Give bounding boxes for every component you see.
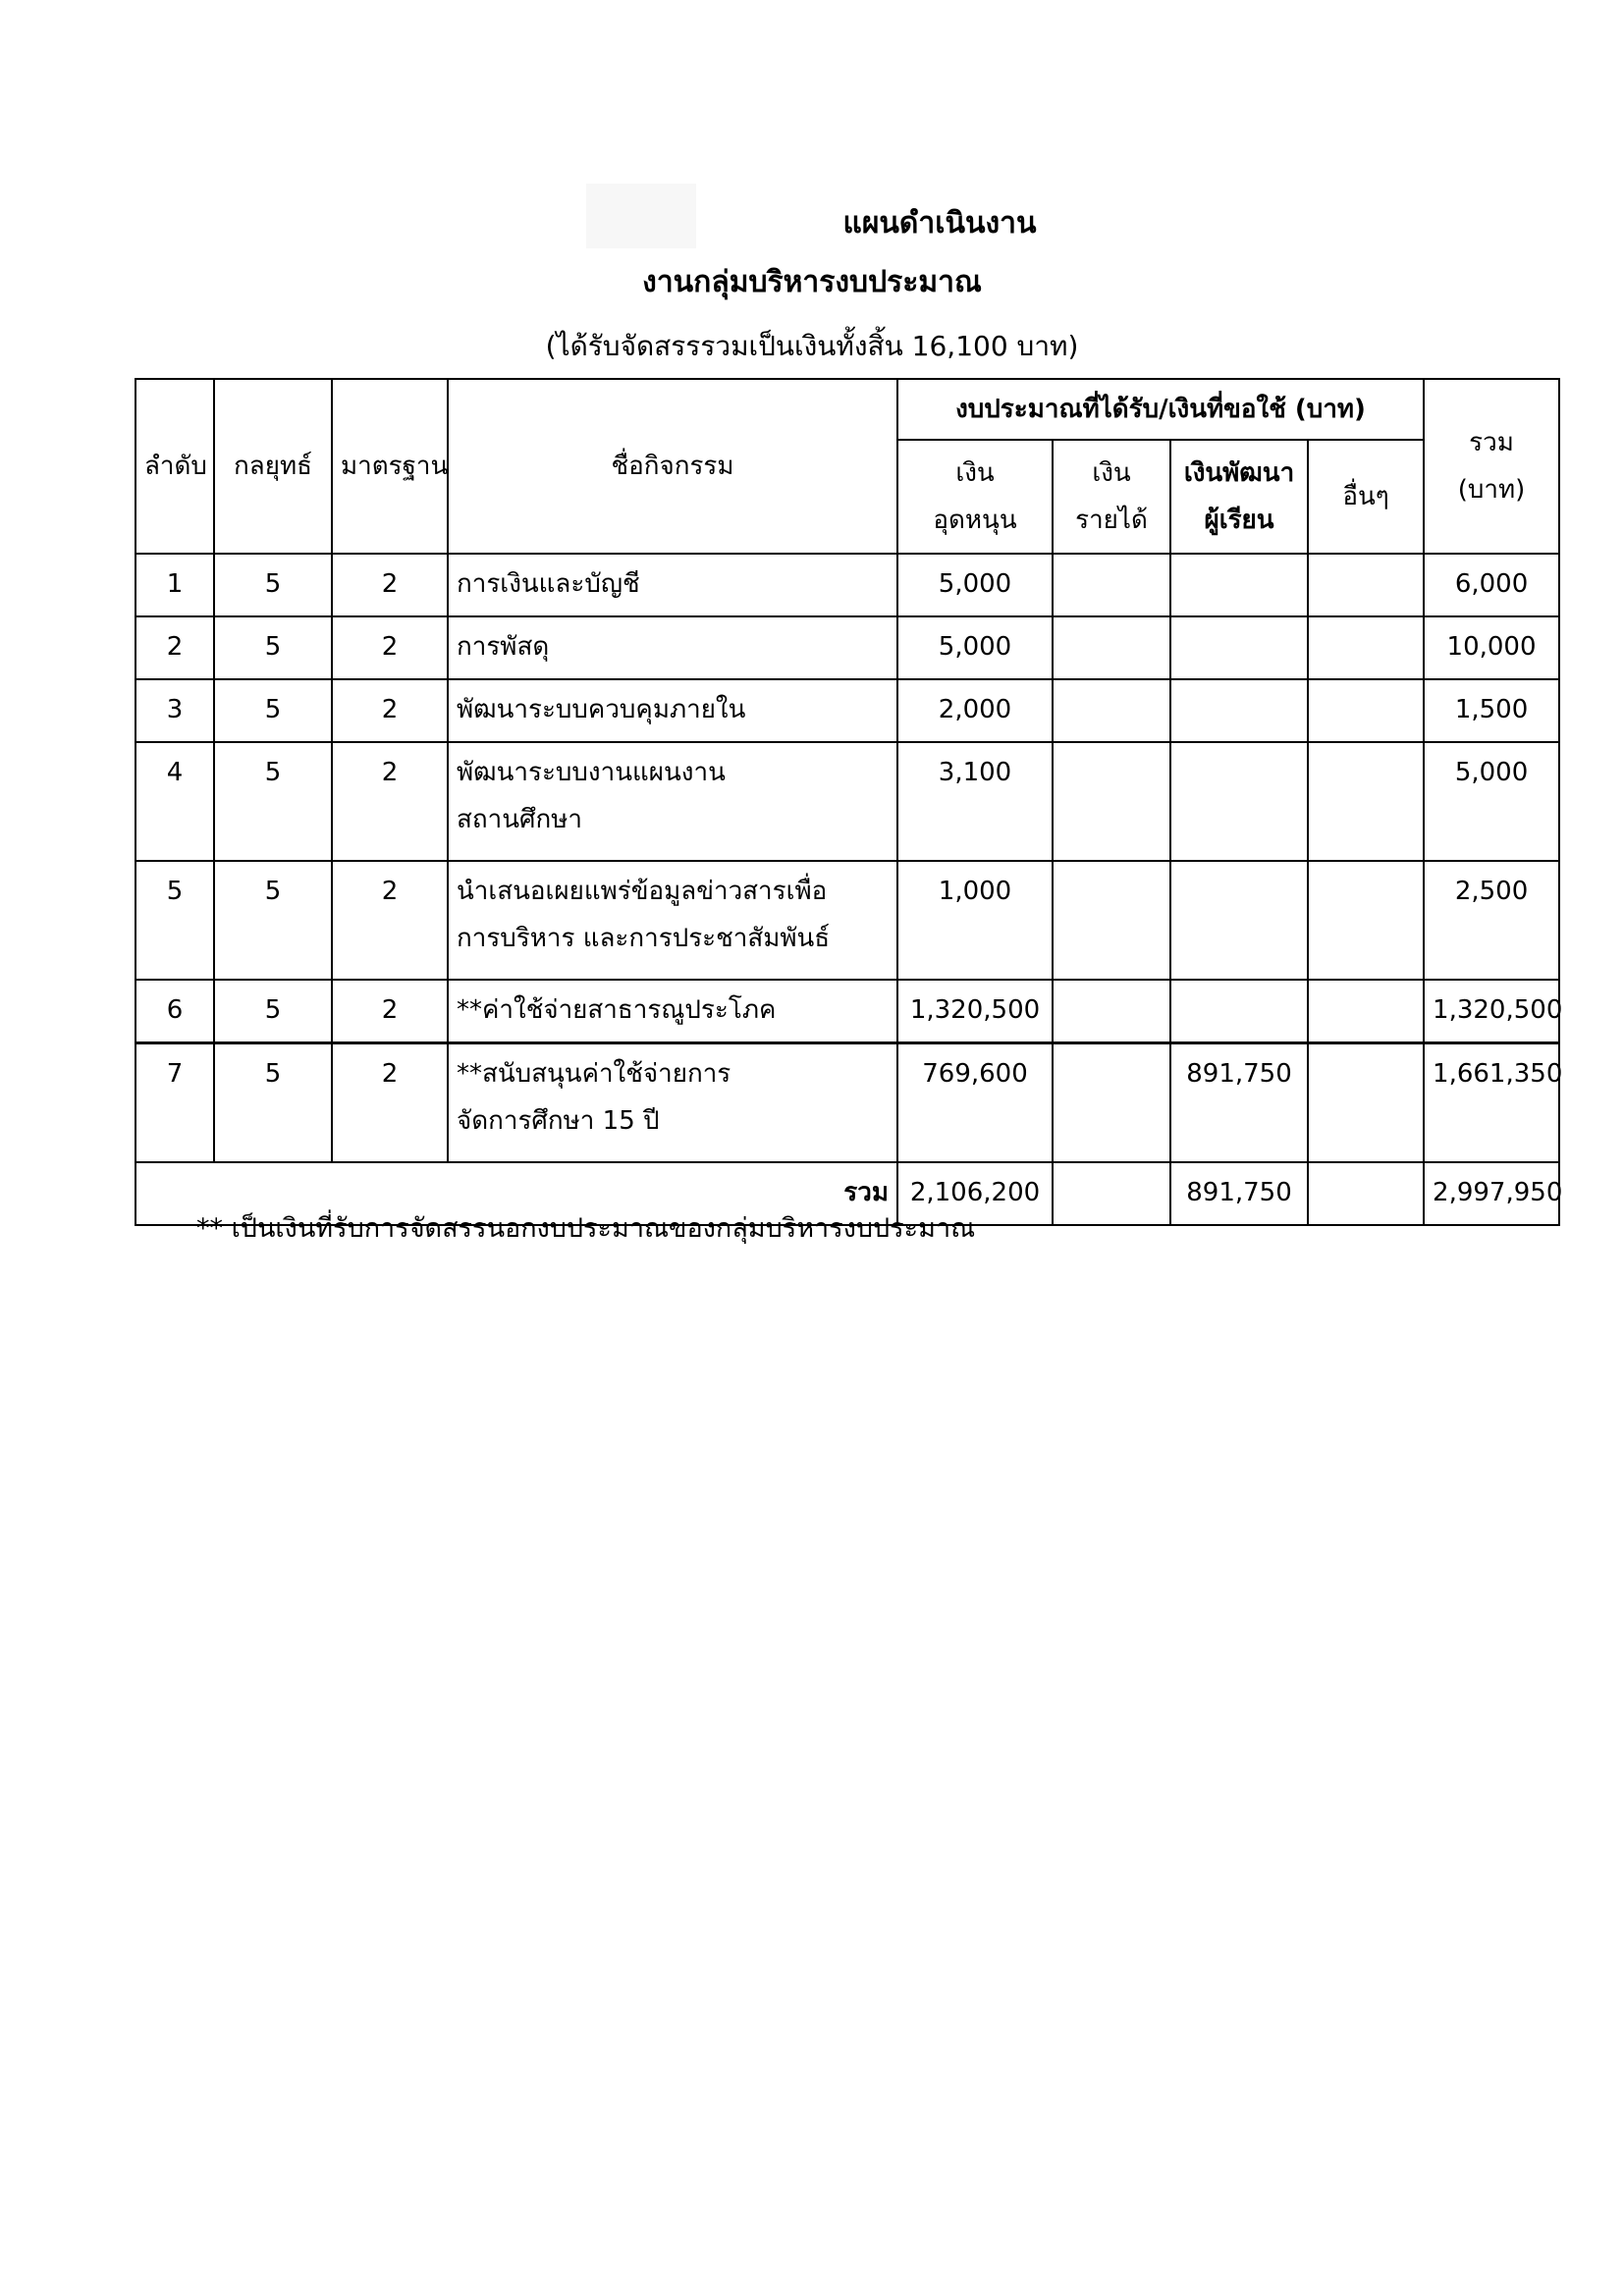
activity-line1: การเงินและบัญชี	[457, 569, 640, 599]
cell-standard: 2	[332, 861, 448, 980]
document-subtitle: งานกลุ่มบริหารงบประมาณ	[642, 265, 982, 299]
cell-dev: 891,750	[1170, 1043, 1308, 1163]
header-other: อื่นๆ	[1308, 440, 1424, 554]
header-subsidy-line2: อุดหนุน	[933, 506, 1017, 535]
allocation-note: (ได้รับจัดสรรรวมเป็นเงินทั้งสิ้น 16,100 บาท)	[545, 330, 1079, 362]
cell-activity	[448, 742, 897, 861]
cell-dev	[1170, 742, 1308, 861]
cell-strategy: 5	[214, 742, 332, 861]
cell-subsidy: 769,600	[897, 1043, 1053, 1163]
total-label: รวม	[135, 1162, 897, 1225]
cell-total: 6,000	[1424, 554, 1559, 616]
header-income-line1: เงิน	[1092, 458, 1131, 488]
header-standard: มาตรฐาน	[332, 379, 448, 554]
total-income	[1053, 1162, 1170, 1225]
cell-strategy: 5	[214, 980, 332, 1043]
cell-no: 2	[135, 616, 214, 679]
header-dev-line2: ผู้เรียน	[1204, 506, 1274, 535]
cell-subsidy: 2,000	[897, 679, 1053, 742]
header-row-1	[135, 379, 1559, 440]
cell-no: 6	[135, 980, 214, 1043]
cell-strategy: 5	[214, 1043, 332, 1163]
activity-line1: **ค่าใช้จ่ายสาธารณูประโภค	[457, 995, 777, 1025]
cell-other	[1308, 554, 1424, 616]
header-total-line1: รวม	[1469, 428, 1514, 457]
header-dev	[1170, 440, 1308, 554]
table-row	[135, 980, 1559, 1043]
cell-strategy: 5	[214, 679, 332, 742]
cell-total: 1,661,350	[1424, 1043, 1559, 1163]
cell-activity	[448, 554, 897, 616]
cell-activity	[448, 980, 897, 1043]
cell-subsidy: 5,000	[897, 554, 1053, 616]
cell-dev	[1170, 679, 1308, 742]
cell-income	[1053, 742, 1170, 861]
cell-income	[1053, 616, 1170, 679]
activity-line2: สถานศึกษา	[457, 805, 582, 834]
cell-other	[1308, 1043, 1424, 1163]
activity-line1: การพัสดุ	[457, 632, 550, 662]
header-subsidy	[897, 440, 1053, 554]
table-row	[135, 742, 1559, 861]
cell-standard: 2	[332, 616, 448, 679]
cell-standard: 2	[332, 980, 448, 1043]
cell-subsidy: 5,000	[897, 616, 1053, 679]
header-budget-group: งบประมาณที่ได้รับ/เงินที่ขอใช้ (บาท)	[897, 379, 1424, 440]
budget-table	[135, 378, 1563, 1226]
table-row	[135, 616, 1559, 679]
header-strategy: กลยุทธ์	[214, 379, 332, 554]
cell-dev	[1170, 616, 1308, 679]
activity-line1: **สนับสนุนค่าใช้จ่ายการ	[457, 1059, 731, 1089]
header-total	[1424, 379, 1559, 554]
cell-standard: 2	[332, 742, 448, 861]
cell-activity	[448, 679, 897, 742]
cell-standard: 2	[332, 1043, 448, 1163]
cell-dev	[1170, 554, 1308, 616]
cell-other	[1308, 616, 1424, 679]
cell-other	[1308, 861, 1424, 980]
cell-total: 10,000	[1424, 616, 1559, 679]
table-row	[135, 861, 1559, 980]
activity-line2: การบริหาร และการประชาสัมพันธ์	[457, 924, 831, 953]
cell-no: 5	[135, 861, 214, 980]
header-income-line2: รายได้	[1075, 506, 1148, 535]
total-grand: 2,997,950	[1424, 1162, 1559, 1225]
header-income	[1053, 440, 1170, 554]
activity-line2: จัดการศึกษา 15 ปี	[457, 1106, 660, 1136]
footnote: ** เป็นเงินที่รับการจัดสรรนอกงบประมาณของกลุ่มบริหารงบประมาณ	[196, 1213, 976, 1244]
header-no: ลำดับ	[135, 379, 214, 554]
cell-activity	[448, 861, 897, 980]
cell-income	[1053, 679, 1170, 742]
cell-total: 1,500	[1424, 679, 1559, 742]
header-total-line2: (บาท)	[1457, 475, 1526, 505]
cell-other	[1308, 742, 1424, 861]
cell-subsidy: 1,000	[897, 861, 1053, 980]
table-row	[135, 554, 1559, 616]
cell-income	[1053, 1043, 1170, 1163]
total-subsidy: 2,106,200	[897, 1162, 1053, 1225]
cell-income	[1053, 980, 1170, 1043]
activity-line1: พัฒนาระบบงานแผนงาน	[457, 758, 726, 787]
cell-dev	[1170, 861, 1308, 980]
cell-activity	[448, 1043, 897, 1163]
activity-line1: พัฒนาระบบควบคุมภายใน	[457, 695, 746, 724]
cell-no: 3	[135, 679, 214, 742]
cell-other	[1308, 679, 1424, 742]
header-subsidy-line1: เงิน	[955, 458, 995, 488]
header-activity: ชื่อกิจกรรม	[448, 379, 897, 554]
cell-total: 2,500	[1424, 861, 1559, 980]
table-row	[135, 679, 1559, 742]
cell-subsidy: 3,100	[897, 742, 1053, 861]
cell-standard: 2	[332, 554, 448, 616]
cell-strategy: 5	[214, 616, 332, 679]
cell-no: 4	[135, 742, 214, 861]
cell-income	[1053, 861, 1170, 980]
cell-standard: 2	[332, 679, 448, 742]
table-row	[135, 1043, 1559, 1163]
activity-line1: นำเสนอเผยแพร่ข้อมูลข่าวสารเพื่อ	[457, 877, 828, 906]
cell-activity	[448, 616, 897, 679]
cell-no: 1	[135, 554, 214, 616]
cell-dev	[1170, 980, 1308, 1043]
total-other	[1308, 1162, 1424, 1225]
cell-other	[1308, 980, 1424, 1043]
cell-total: 5,000	[1424, 742, 1559, 861]
header-dev-line1: เงินพัฒนา	[1183, 458, 1295, 488]
cell-no: 7	[135, 1043, 214, 1163]
total-dev: 891,750	[1170, 1162, 1308, 1225]
document-title: แผนดำเนินงาน	[842, 206, 1037, 240]
cell-total: 1,320,500	[1424, 980, 1559, 1043]
cell-strategy: 5	[214, 861, 332, 980]
cell-strategy: 5	[214, 554, 332, 616]
cell-subsidy: 1,320,500	[897, 980, 1053, 1043]
cell-income	[1053, 554, 1170, 616]
